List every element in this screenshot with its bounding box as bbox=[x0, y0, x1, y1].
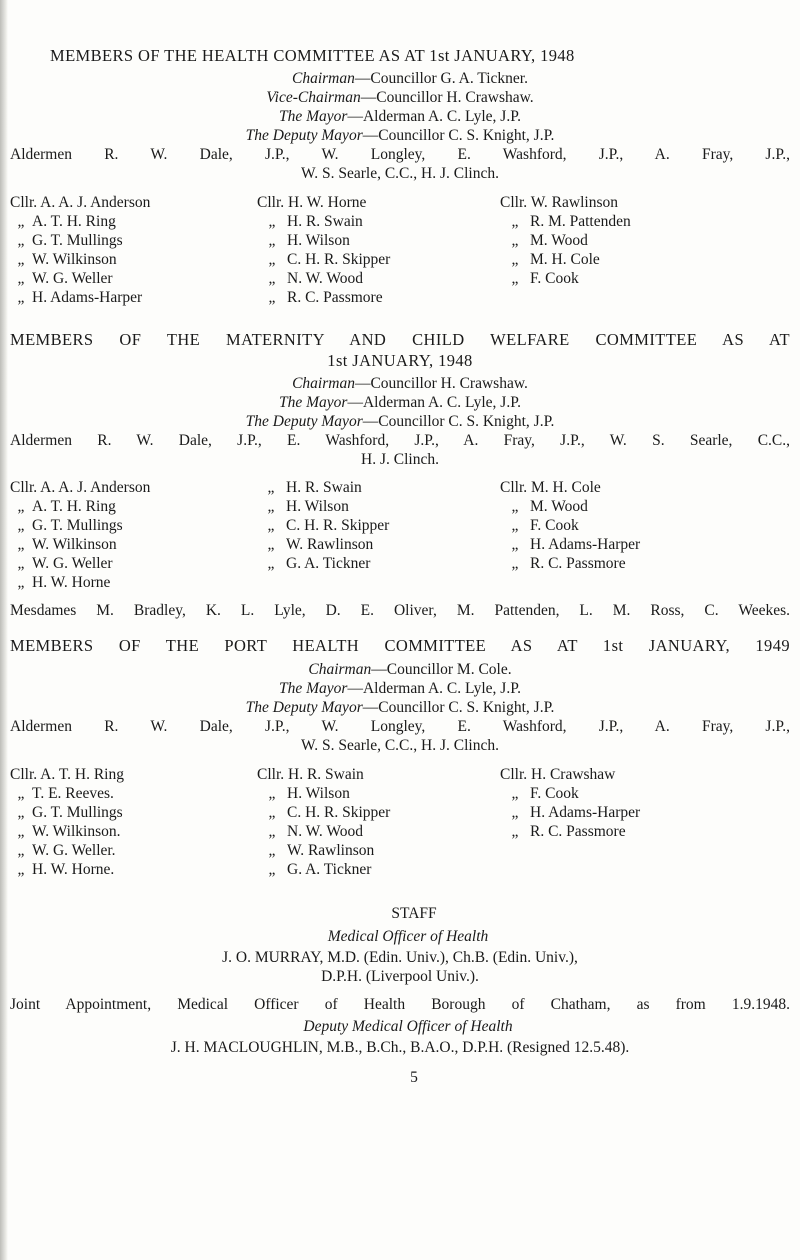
maternity-heading-line1: MEMBERS OF THE MATERNITY AND CHILD WELFARE COMMITTEE AS AT bbox=[10, 330, 790, 349]
chairman-role: Chairman bbox=[292, 375, 355, 392]
port-aldermen-line2: W. S. Searle, C.C., H. J. Clinch. bbox=[301, 737, 499, 754]
member: „ M. H. Cole bbox=[511, 251, 600, 268]
member: „ F. Cook bbox=[511, 270, 579, 287]
port-col-2 bbox=[257, 765, 390, 879]
member: „ H. Wilson bbox=[268, 232, 350, 249]
page-number: 5 bbox=[410, 1069, 418, 1086]
mayor-role: The Mayor bbox=[279, 108, 348, 125]
health-col-1 bbox=[10, 193, 150, 307]
member: „ G. T. Mullings bbox=[17, 232, 123, 249]
moh-name-line2: D.P.H. (Liverpool Univ.). bbox=[321, 968, 479, 985]
health-aldermen-line1: Aldermen R. W. Dale, J.P., W. Longley, E. Washford, J.P., A. Fray, J.P., bbox=[10, 146, 790, 163]
member: „ H. W. Horne. bbox=[17, 861, 115, 878]
chairman-role: Chairman bbox=[292, 70, 355, 87]
member: „ H. Wilson bbox=[267, 498, 349, 515]
mayor-name: —Alderman A. C. Lyle, J.P. bbox=[347, 680, 521, 697]
moh-title: Medical Officer of Health bbox=[327, 928, 489, 945]
maternity-aldermen-line2: H. J. Clinch. bbox=[361, 451, 439, 468]
port-col-1 bbox=[10, 765, 124, 879]
member: „ C. H. R. Skipper bbox=[268, 804, 391, 821]
health-aldermen-line2: W. S. Searle, C.C., H. J. Clinch. bbox=[301, 165, 499, 182]
deputy-mayor-role: The Deputy Mayor bbox=[245, 127, 363, 144]
staff-heading: STAFF bbox=[391, 905, 437, 922]
health-vice-chairman-line bbox=[10, 88, 790, 107]
member: „ H. W. Horne bbox=[17, 574, 111, 591]
deputy-mayor-name: —Councillor C. S. Knight, J.P. bbox=[362, 413, 555, 430]
chairman-name: —Councillor G. A. Tickner. bbox=[354, 70, 528, 87]
health-deputy-mayor-line bbox=[10, 126, 790, 145]
member: „ W. G. Weller bbox=[17, 555, 113, 572]
maternity-mesdames: Mesdames M. Bradley, K. L. Lyle, D. E. Oliver, M. Pattenden, L. M. Ross, C. Weekes. bbox=[10, 602, 790, 619]
port-chairman-line bbox=[10, 660, 790, 679]
maternity-col-1 bbox=[10, 478, 150, 592]
chairman-name: —Councillor M. Cole. bbox=[371, 661, 512, 678]
member: „ R. M. Pattenden bbox=[511, 213, 631, 230]
health-mayor-line bbox=[10, 107, 790, 126]
member: „ G. T. Mullings bbox=[17, 517, 123, 534]
deputy-moh-title: Deputy Medical Officer of Health bbox=[303, 1018, 513, 1035]
member: Cllr. A. A. J. Anderson bbox=[10, 479, 151, 496]
member: „ G. A. Tickner bbox=[268, 861, 372, 878]
member: „ A. T. H. Ring bbox=[17, 213, 116, 230]
deputy-mayor-name: —Councillor C. S. Knight, J.P. bbox=[362, 127, 555, 144]
member: Cllr. M. H. Cole bbox=[500, 479, 601, 496]
member: „ M. Wood bbox=[511, 232, 588, 249]
member: „ G. A. Tickner bbox=[267, 555, 371, 572]
port-col-3 bbox=[500, 765, 640, 841]
vice-chairman-name: —Councillor H. Crawshaw. bbox=[360, 89, 534, 106]
member: „ R. C. Passmore bbox=[511, 555, 626, 572]
member: „ F. Cook bbox=[511, 517, 579, 534]
port-deputy-mayor-line bbox=[10, 698, 790, 717]
port-heading: MEMBERS OF THE PORT HEALTH COMMITTEE AS AT 1st JANUARY, 1949 bbox=[10, 636, 790, 655]
member: Cllr. W. Rawlinson bbox=[500, 194, 618, 211]
member: „ N. W. Wood bbox=[268, 270, 363, 287]
member: „ R. C. Passmore bbox=[268, 289, 383, 306]
port-mayor-line bbox=[10, 679, 790, 698]
member: „ C. H. R. Skipper bbox=[268, 251, 391, 268]
health-col-3 bbox=[500, 193, 631, 288]
member: Cllr. H. R. Swain bbox=[257, 766, 364, 783]
member: „ R. C. Passmore bbox=[511, 823, 626, 840]
port-aldermen-line1: Aldermen R. W. Dale, J.P., W. Longley, E. Washford, J.P., A. Fray, J.P., bbox=[10, 718, 790, 735]
deputy-mayor-role: The Deputy Mayor bbox=[245, 413, 363, 430]
port-members bbox=[10, 765, 790, 885]
member: „ M. Wood bbox=[511, 498, 588, 515]
deputy-mayor-name: —Councillor C. S. Knight, J.P. bbox=[362, 699, 555, 716]
mayor-name: —Alderman A. C. Lyle, J.P. bbox=[347, 394, 521, 411]
member: „ H. Adams-Harper bbox=[511, 804, 641, 821]
maternity-members bbox=[10, 478, 790, 598]
maternity-col-2 bbox=[256, 478, 389, 573]
member: „ W. Wilkinson bbox=[17, 536, 117, 553]
member: „ W. G. Weller bbox=[17, 270, 113, 287]
member: „ W. Wilkinson. bbox=[17, 823, 121, 840]
member: Cllr. H. W. Horne bbox=[257, 194, 367, 211]
maternity-aldermen-line1: Aldermen R. W. Dale, J.P., E. Washford, J.P., A. Fray, J.P., W. S. Searle, C.C., bbox=[10, 432, 790, 449]
member: Cllr. A. A. J. Anderson bbox=[10, 194, 151, 211]
member: „ N. W. Wood bbox=[268, 823, 363, 840]
deputy-mayor-role: The Deputy Mayor bbox=[245, 699, 363, 716]
mayor-role: The Mayor bbox=[279, 680, 348, 697]
health-chairman-line bbox=[10, 69, 790, 88]
maternity-chairman-line bbox=[10, 374, 790, 393]
moh-name-line1: J. O. MURRAY, M.D. (Edin. Univ.), Ch.B. (Edin. Univ.), bbox=[222, 949, 578, 966]
member: „ T. E. Reeves. bbox=[17, 785, 114, 802]
maternity-deputy-mayor-line bbox=[10, 412, 790, 431]
health-col-2 bbox=[257, 193, 390, 307]
member: „ W. G. Weller. bbox=[17, 842, 116, 859]
health-committee-heading: MEMBERS OF THE HEALTH COMMITTEE AS AT 1st JANUARY, 1948 bbox=[50, 46, 575, 65]
chairman-name: —Councillor H. Crawshaw. bbox=[354, 375, 528, 392]
member: „ H. R. Swain bbox=[267, 479, 362, 496]
maternity-heading-line2: 1st JANUARY, 1948 bbox=[327, 351, 473, 370]
member: „ H. Wilson bbox=[268, 785, 350, 802]
maternity-col-3 bbox=[500, 478, 640, 573]
joint-appointment: Joint Appointment, Medical Officer of Health Borough of Chatham, as from 1.9.1948. bbox=[10, 996, 790, 1013]
member: „ H. Adams-Harper bbox=[17, 289, 143, 306]
vice-chairman-role: Vice-Chairman bbox=[266, 89, 361, 106]
member: „ F. Cook bbox=[511, 785, 579, 802]
member: Cllr. H. Crawshaw bbox=[500, 766, 616, 783]
mayor-role: The Mayor bbox=[279, 394, 348, 411]
maternity-mayor-line bbox=[10, 393, 790, 412]
member: Cllr. A. T. H. Ring bbox=[10, 766, 124, 783]
chairman-role: Chairman bbox=[308, 661, 372, 678]
member: „ W. Rawlinson bbox=[268, 842, 375, 859]
member: „ H. R. Swain bbox=[268, 213, 363, 230]
mayor-name: —Alderman A. C. Lyle, J.P. bbox=[347, 108, 521, 125]
member: „ A. T. H. Ring bbox=[17, 498, 116, 515]
health-officers bbox=[10, 69, 790, 145]
member: „ H. Adams-Harper bbox=[511, 536, 641, 553]
member: „ W. Wilkinson bbox=[17, 251, 117, 268]
maternity-officers bbox=[10, 374, 790, 431]
deputy-moh-name: J. H. MACLOUGHLIN, M.B., B.Ch., B.A.O., D.P.H. (Resigned 12.5.48). bbox=[170, 1039, 630, 1056]
member: „ W. Rawlinson bbox=[267, 536, 374, 553]
member: „ C. H. R. Skipper bbox=[267, 517, 390, 534]
health-members bbox=[10, 193, 790, 313]
page-edge bbox=[0, 0, 8, 1260]
port-officers bbox=[10, 660, 790, 717]
member: „ G. T. Mullings bbox=[17, 804, 123, 821]
